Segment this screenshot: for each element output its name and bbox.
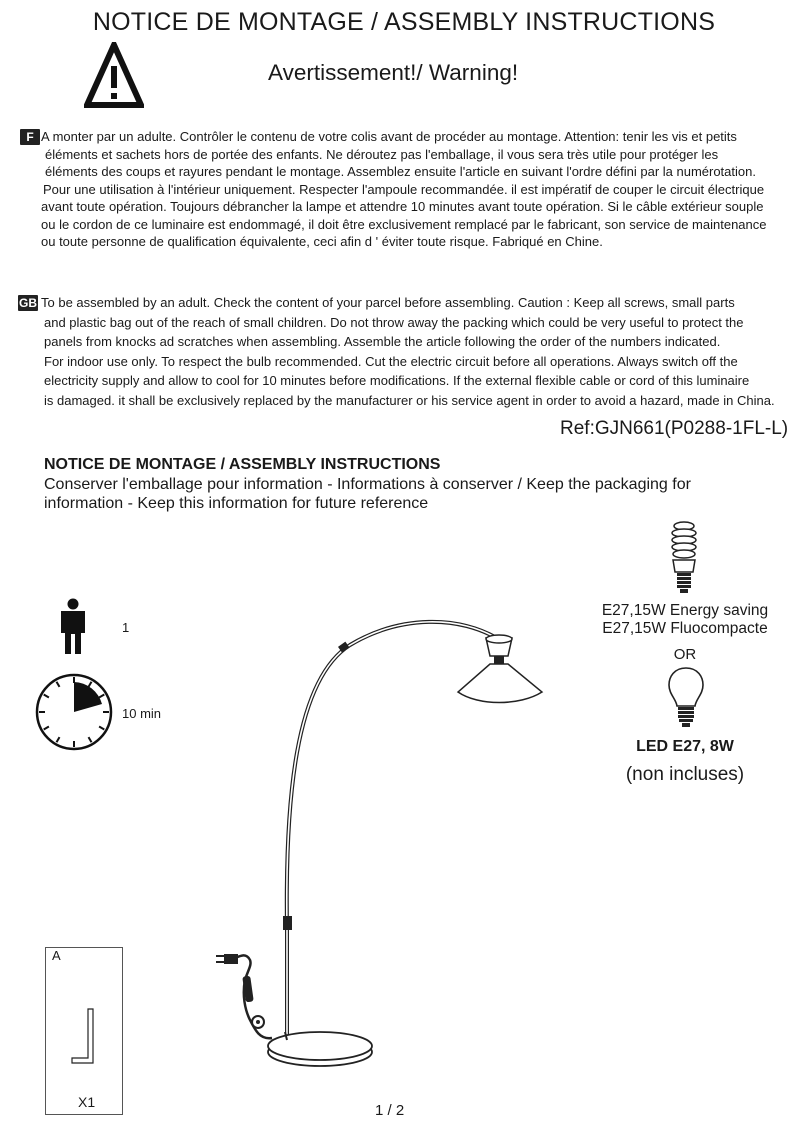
french-line: ou le cordon de ce luminaire est endommagé, il doit être exclusivement remplacé par le fabricant, son service de maintenance <box>41 216 767 232</box>
french-line: avant toute opération. Toujours débrancher la lampe et attendre 10 minutes avant toute opération. Si le câble extérieur souple <box>41 199 764 214</box>
lang-tag-french: F <box>20 129 40 145</box>
warning-heading: Avertissement!/ Warning! <box>268 60 519 85</box>
lang-tag-english: GB <box>19 296 37 310</box>
document-title: NOTICE DE MONTAGE / ASSEMBLY INSTRUCTIONS <box>92 8 716 36</box>
bulbs-not-included: (non incluses) <box>625 764 745 785</box>
english-line: and plastic bag out of the reach of small children. Do not throw away the packing which could be very useful to protect the <box>44 314 744 330</box>
part-quantity: X1 <box>78 1094 96 1110</box>
bulb-spec-energy-saving: E27,15W Energy saving <box>601 602 769 619</box>
product-reference: Ref:GJN661(P0288-1FL-L) <box>560 418 789 439</box>
floor-lamp-illustration <box>200 600 560 1080</box>
clock-icon <box>34 672 114 752</box>
english-line: To be assembled by an adult. Check the content of your parcel before assembling. Caution : Keep all screws, small parts <box>41 295 735 310</box>
allen-key-icon <box>68 1005 98 1067</box>
french-paragraph <box>41 128 767 251</box>
assembly-time: 10 min <box>122 706 162 721</box>
person-icon <box>55 598 91 656</box>
french-line: A monter par un adulte. Contrôler le contenu de votre colis avant de procéder au montage. Attention: tenir les vis et petits <box>41 129 737 144</box>
section-subtitle-line: information - Keep this information for future reference <box>44 495 429 512</box>
part-label: A <box>52 948 61 963</box>
bulb-specs <box>560 602 808 638</box>
english-line: electricity supply and allow to cool for 10 minutes before modifications. If the external flexible cable or cord of this luminaire <box>44 373 750 388</box>
english-line: panels from knocks ad scratches when assembling. Assemble the article following the order of the numbers indicated. <box>44 334 721 349</box>
section-subtitle <box>44 475 691 513</box>
french-line: éléments et sachets hors de portée des enfants. Ne déroutez pas l'emballage, il vous sera très utile pour protéger les <box>45 146 719 162</box>
english-line: is damaged. it shall be exclusively replaced by the manufacturer or his service agent in order to avoid a hazard, made in China. <box>44 392 775 408</box>
page-number: 1 / 2 <box>375 1102 405 1119</box>
warning-icon <box>84 42 144 110</box>
cfl-bulb-icon <box>664 520 704 600</box>
led-spec: LED E27, 8W <box>636 738 734 755</box>
bulb-spec-fluocompacte: E27,15W Fluocompacte <box>602 620 768 637</box>
persons-count: 1 <box>122 620 130 635</box>
english-line: For indoor use only. To respect the bulb recommended. Cut the electric circuit before all operations. Always switch off the <box>44 353 738 369</box>
section-title: NOTICE DE MONTAGE / ASSEMBLY INSTRUCTIONS <box>44 456 441 473</box>
led-bulb-icon <box>666 666 706 732</box>
or-label: OR <box>673 646 697 663</box>
french-line: Pour une utilisation à l'intérieur uniquement. Respecter l'ampoule recommandée. il est impératif de couper le circuit électrique <box>43 181 765 197</box>
section-subtitle-line: Conserver l'emballage pour information - Informations à conserver / Keep the packaging for <box>44 476 691 493</box>
french-line: éléments des coups et rayures pendant le montage. Assemblez ensuite l'article en suivant l'ordre défini par la numérotation. <box>45 164 756 179</box>
french-line: ou toute personne de qualification équivalente, ceci afin d ' éviter toute risque. Fabriqué en Chine. <box>41 234 603 249</box>
english-paragraph <box>41 293 775 410</box>
